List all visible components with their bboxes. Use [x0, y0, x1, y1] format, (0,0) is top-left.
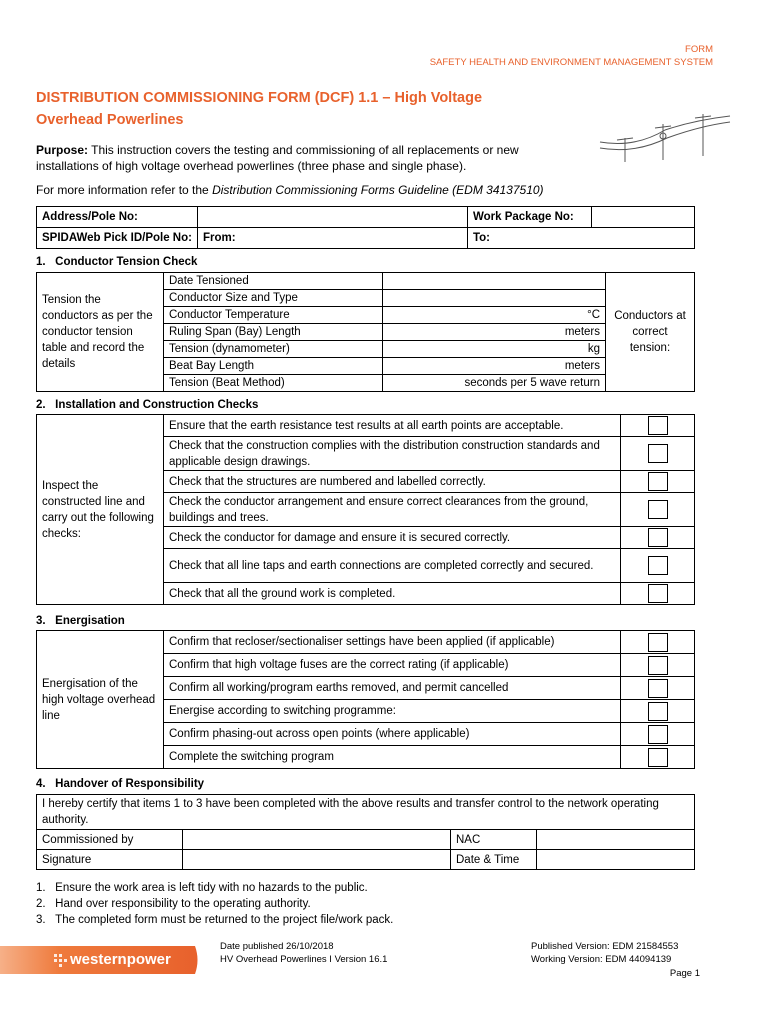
energisation-table [36, 630, 695, 769]
section1-heading: 1. Conductor Tension Check [36, 256, 198, 268]
energise-item: Confirm that high voltage fuses are the correct rating (if applicable) [164, 654, 621, 677]
page-subtitle: Overhead Powerlines [36, 112, 184, 128]
tension-row-value[interactable] [383, 273, 606, 290]
purpose-line1: This instruction covers the testing and commissioning of all replacements or new [88, 143, 519, 157]
date-time-label: Date & Time [451, 850, 537, 870]
check-item: Check that the structures are numbered and labelled correctly. [164, 471, 621, 493]
checkbox[interactable] [648, 584, 668, 603]
address-table [36, 206, 695, 249]
section2-heading: 2. Installation and Construction Checks [36, 399, 259, 411]
doc-version: HV Overhead Powerlines I Version 16.1 [220, 954, 388, 965]
info-prefix: For more information refer to the [36, 183, 213, 197]
checkbox[interactable] [648, 679, 668, 698]
check-item: Check that the construction complies with the distribution construction standards and applicable design drawings. [164, 437, 621, 471]
checkbox[interactable] [648, 725, 668, 744]
energise-item: Complete the switching program [164, 746, 621, 769]
note-item: 3. The completed form must be returned to the project file/work pack. [36, 914, 394, 926]
installation-instruction: Inspect the constructed line and carry out the following checks: [37, 415, 164, 605]
address-input[interactable] [197, 207, 467, 228]
certify-text: I hereby certify that items 1 to 3 have been completed with the above results and transfer control to the network operating authority. [37, 795, 695, 830]
check-item: Check the conductor for damage and ensure it is secured correctly. [164, 527, 621, 549]
to-field[interactable]: To: [467, 228, 694, 249]
tension-row-label: Tension (Beat Method) [164, 375, 383, 392]
checkbox[interactable] [648, 528, 668, 547]
check-cell[interactable] [621, 527, 695, 549]
handover-table [36, 794, 695, 870]
work-package-input[interactable] [591, 207, 694, 228]
powerline-illustration [595, 108, 735, 163]
energise-item: Confirm that recloser/sectionaliser settings have been applied (if applicable) [164, 631, 621, 654]
logo-banner [0, 942, 200, 978]
checkbox[interactable] [648, 444, 668, 463]
nac-input[interactable] [537, 830, 695, 850]
tension-row-label: Tension (dynamometer) [164, 341, 383, 358]
purpose-line2: installations of high voltage overhead powerlines (three phase and single phase). [36, 159, 467, 173]
signature-input[interactable] [183, 850, 451, 870]
check-cell[interactable] [621, 654, 695, 677]
tension-row-label: Conductor Size and Type [164, 290, 383, 307]
page-number: Page 1 [669, 968, 700, 979]
commissioned-by-label: Commissioned by [37, 830, 183, 850]
checkbox[interactable] [648, 416, 668, 435]
tension-confirm: Conductors at correct tension: [606, 273, 695, 392]
check-cell[interactable] [621, 746, 695, 769]
logo-text: westernpower [70, 951, 171, 968]
check-item: Check that all line taps and earth connections are completed correctly and secured. [164, 549, 621, 583]
tension-row-value[interactable]: kg [383, 341, 606, 358]
energise-item: Confirm all working/program earths removed, and permit cancelled [164, 677, 621, 700]
check-cell[interactable] [621, 415, 695, 437]
check-cell[interactable] [621, 437, 695, 471]
check-cell[interactable] [621, 493, 695, 527]
check-cell[interactable] [621, 677, 695, 700]
checkbox[interactable] [648, 556, 668, 575]
date-published: Date published 26/10/2018 [220, 941, 334, 952]
published-version: Published Version: EDM 21584553 [531, 941, 679, 952]
tension-row-value[interactable]: meters [383, 358, 606, 375]
check-cell[interactable] [621, 549, 695, 583]
tension-row-label: Date Tensioned [164, 273, 383, 290]
info-text [36, 182, 544, 198]
check-item: Check the conductor arrangement and ensure correct clearances from the ground, buildings and trees. [164, 493, 621, 527]
checkbox[interactable] [648, 748, 668, 767]
page-title: DISTRIBUTION COMMISSIONING FORM (DCF) 1.1 – High Voltage [36, 90, 483, 106]
tension-row-value[interactable]: °C [383, 307, 606, 324]
check-cell[interactable] [621, 583, 695, 605]
tension-table [36, 272, 695, 392]
address-label: Address/Pole No: [37, 207, 198, 228]
tension-row-label: Ruling Span (Bay) Length [164, 324, 383, 341]
checkbox[interactable] [648, 702, 668, 721]
check-cell[interactable] [621, 723, 695, 746]
check-cell[interactable] [621, 700, 695, 723]
check-item: Ensure that the earth resistance test results at all earth points are acceptable. [164, 415, 621, 437]
section4-heading: 4. Handover of Responsibility [36, 778, 205, 790]
purpose-label: Purpose: [36, 143, 89, 157]
tension-row-value[interactable]: seconds per 5 wave return [383, 375, 606, 392]
spida-label: SPIDAWeb Pick ID/Pole No: [37, 228, 198, 249]
from-field[interactable]: From: [197, 228, 467, 249]
footer-right [531, 940, 678, 966]
date-time-input[interactable] [537, 850, 695, 870]
notes-list [36, 880, 393, 928]
energise-item: Confirm phasing-out across open points (where applicable) [164, 723, 621, 746]
checkbox[interactable] [648, 633, 668, 652]
check-item: Check that all the ground work is completed. [164, 583, 621, 605]
tension-row-value[interactable] [383, 290, 606, 307]
energisation-instruction: Energisation of the high voltage overhead line [37, 631, 164, 769]
footer-center [220, 940, 387, 966]
check-cell[interactable] [621, 631, 695, 654]
tension-row-value[interactable]: meters [383, 324, 606, 341]
installation-table [36, 414, 695, 605]
form-label: FORM [685, 44, 713, 55]
energise-item: Energise according to switching programme: [164, 700, 621, 723]
work-package-label: Work Package No: [467, 207, 591, 228]
signature-label: Signature [37, 850, 183, 870]
tension-row-label: Beat Bay Length [164, 358, 383, 375]
form-header [430, 43, 713, 69]
checkbox[interactable] [648, 500, 668, 519]
checkbox[interactable] [648, 472, 668, 491]
working-version: Working Version: EDM 44094139 [531, 954, 672, 965]
tension-instruction: Tension the conductors as per the conductor tension table and record the details [37, 273, 164, 392]
info-guideline: Distribution Commissioning Forms Guideline (EDM 34137510) [212, 183, 544, 197]
commissioned-by-input[interactable] [183, 830, 451, 850]
checkbox[interactable] [648, 656, 668, 675]
system-label: SAFETY HEALTH AND ENVIRONMENT MANAGEMENT SYSTEM [429, 57, 713, 68]
section3-heading: 3. Energisation [36, 615, 125, 627]
note-item: 2. Hand over responsibility to the operating authority. [36, 898, 311, 910]
tension-row-label: Conductor Temperature [164, 307, 383, 324]
note-item: 1. Ensure the work area is left tidy with no hazards to the public. [36, 882, 368, 894]
check-cell[interactable] [621, 471, 695, 493]
purpose-text [36, 142, 596, 174]
nac-label: NAC [451, 830, 537, 850]
